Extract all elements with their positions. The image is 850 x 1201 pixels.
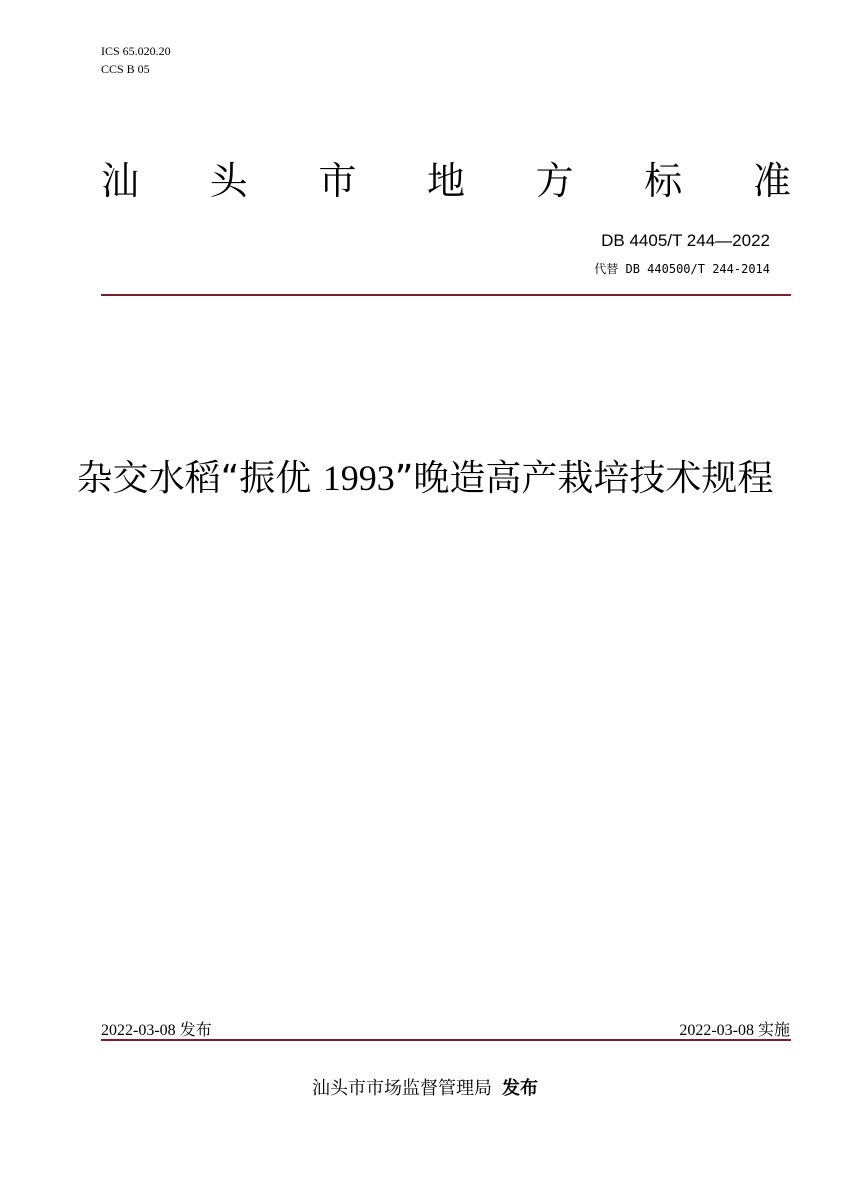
issuer-name: 汕头市市场监督管理局	[312, 1078, 492, 1099]
title-number: 1993	[322, 458, 395, 498]
standard-type-title	[101, 153, 791, 209]
replaces-note: 代替 DB 440500/T 244-2014	[594, 262, 770, 276]
issuer-action: 发布	[502, 1078, 538, 1099]
ics-code: ICS 65.020.20	[101, 44, 171, 58]
implement-date-line	[679, 1017, 790, 1040]
bottom-divider	[101, 1039, 791, 1041]
standard-type-char: 汕	[101, 159, 140, 203]
publish-date-line	[101, 1017, 212, 1040]
classification-codes	[101, 42, 171, 78]
issuer-line	[0, 1074, 850, 1100]
publish-label: 发布	[179, 1020, 212, 1039]
standard-type-char: 方	[535, 159, 574, 203]
standard-type-char: 地	[426, 159, 465, 203]
title-part-2: ”晚造高产栽培技术规程	[394, 458, 774, 499]
standard-type-char: 准	[752, 159, 791, 203]
document-number: DB 4405/T 244—2022	[601, 231, 770, 250]
implement-label: 实施	[757, 1020, 790, 1039]
standard-type-char: 头	[209, 159, 248, 203]
title-part-1: 杂交水稻“振优	[76, 458, 323, 499]
ccs-code: CCS B 05	[101, 62, 150, 76]
standard-type-char: 市	[318, 159, 357, 203]
standard-type-char: 标	[644, 159, 683, 203]
implement-date: 2022-03-08	[679, 1022, 754, 1039]
document-title	[0, 452, 850, 505]
top-divider	[101, 294, 791, 296]
publish-date: 2022-03-08	[101, 1022, 176, 1039]
